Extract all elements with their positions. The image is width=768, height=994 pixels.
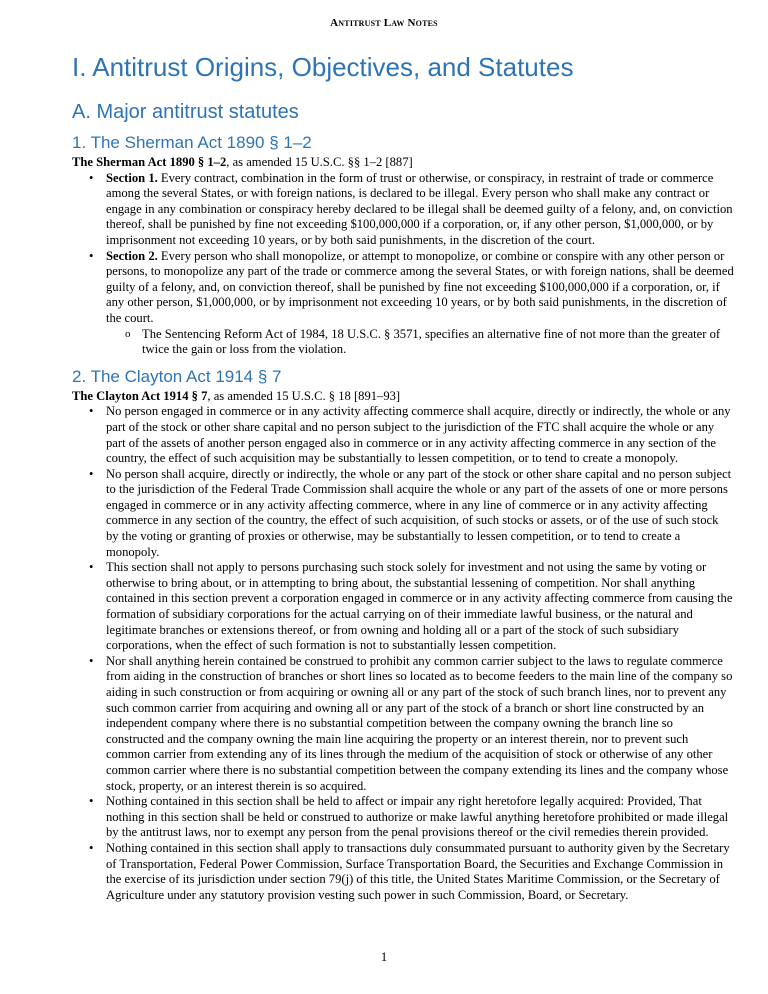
sub-list (106, 327, 734, 358)
item-label: Section 2. (106, 248, 158, 263)
list-item: • No person engaged in commerce or in any activity affecting commerce shall acquire, directly or indirectly, the whole or any part of the stock or other share capital and no person subject to the jurisdiction of the FTC shall acquire the whole or any part of the assets of another person engaged also in commerce or in any activity affecting commerce in any section of the country, the effect of such acquisition may be substantially to lessen competition, or to tend to create a monopoly. (106, 404, 734, 466)
section-title: A. Major antitrust statutes (72, 101, 299, 123)
clayton-lead (72, 389, 734, 405)
list-item (106, 249, 734, 358)
clayton-lead-rest: , as amended 15 U.S.C. § 18 [891–93] (207, 388, 401, 403)
clayton-lead-bold: The Clayton Act 1914 § 7 (72, 388, 208, 403)
sherman-lead (72, 155, 734, 171)
running-header: Antitrust Law Notes (330, 17, 438, 29)
item-text: Every person who shall monopolize, or attempt to monopolize, or combine or conspire with any other person or persons, to monopolize any part of the trade or commerce among the several States, or with foreign nations, shall be deemed guilty of a felony, and, on conviction thereof, shall be punished by fine not exceeding $100,000,000 if a corporation, or, if any other person, $1,000,000, or by imprisonment not exceeding 10 years, or by both said punishments, in the discretion of the court. (106, 248, 734, 325)
list-item: • This section shall not apply to persons purchasing such stock solely for investment and not using the same by voting or otherwise to bring about, or in attempting to bring about, the substantial lessening of competition. Nor shall anything contained in this section prevent a corporation engaged in commerce or in any activity affecting commerce from causing the formation of subsidiary corporations for the actual carrying on of their immediate lawful business, or the natural and legitimate branches or extensions thereof, or from owning and holding all or a part of the stock of such subsidiary corporations, when the effect of such formation is not to substantially lessen competition. (106, 560, 734, 654)
item-text: Every contract, combination in the form of trust or otherwise, or conspiracy, in restraint of trade or commerce among the several States, or with foreign nations, is declared to be illegal. Every person who shall make any contract or engage in any combination or conspiracy hereby declared to be illegal shall be deemed guilty of a felony, and, on conviction thereof, shall be punished by fine not exceeding $100,000,000 if a corporation, or, if any other person, $1,000,000, or by imprisonment not exceeding 10 years, or by both said punishments, in the discretion of the court. (106, 170, 733, 247)
document-body (72, 50, 734, 903)
list-item: • No person shall acquire, directly or indirectly, the whole or any part of the stock or other share capital and no person subject to the jurisdiction of the Federal Trade Commission shall acquire the whole or any part of the assets of one or more persons engaged in commerce or in any activity affecting commerce, where in any line of commerce or in any activity affecting commerce in any section of the country, the effect of such acquisition, of such stocks or assets, or of the use of such stock by the voting or granting of proxies or otherwise, may be substantially to lessen competition, or to tend to create a monopoly. (106, 467, 734, 561)
sherman-list (72, 171, 734, 358)
page-number: 1 (380, 950, 388, 964)
chapter-title: I. Antitrust Origins, Objectives, and Statutes (72, 52, 574, 82)
list-item: • Nothing contained in this section shall apply to transactions duly consummated pursuant to authority given by the Secretary of Transportation, Federal Power Commission, Surface Transportation Board, the Securities and Exchange Commission in the exercise of its jurisdiction under section 79(j) of this title, the United States Maritime Commission, or the Secretary of Agriculture under any statutory provision vesting such power in such Commission, Board, or Secretary. (106, 841, 734, 903)
clayton-list (72, 404, 734, 903)
clayton-heading: 2. The Clayton Act 1914 § 7 (72, 366, 282, 386)
list-item: • Nothing contained in this section shall be held to affect or impair any right heretofore legally acquired: Provided, That nothing in this section shall be held or construed to authorize or make lawful anything heretofore prohibited or made illegal by the antitrust laws, nor to exempt any person from the penal provisions thereof or the civil remedies therein provided. (106, 794, 734, 841)
sub-list-item: o The Sentencing Reform Act of 1984, 18 U.S.C. § 3571, specifies an alternative fine of not more than the greater of twice the gain or loss from the violation. (142, 327, 734, 358)
list-item (106, 171, 734, 249)
sherman-lead-rest: , as amended 15 U.S.C. §§ 1–2 [887] (226, 155, 413, 169)
item-label: Section 1. (106, 170, 158, 185)
sherman-lead-bold: The Sherman Act 1890 § 1–2 (72, 155, 227, 169)
sherman-heading: 1. The Sherman Act 1890 § 1–2 (72, 133, 312, 152)
list-item: • Nor shall anything herein contained be construed to prohibit any common carrier subject to the laws to regulate commerce from aiding in the construction of branches or short lines so located as to become feeders to the main line of the company so aiding in such construction or from acquiring or owning all or any part of the stock of such branch lines, nor to prevent any such common carrier from acquiring and owning all or any part of the stock of a branch or short line constructed by an independent company where there is no substantial competition between the company owning the branch line so constructed and the company owning the main line acquiring the property or an interest therein, nor to prevent such common carrier from extending any of its lines through the medium of the acquisition of stock or otherwise of any other common carrier where there is no substantial competition between the company extending its lines and the company whose stock, property, or an interest therein is so acquired. (106, 654, 734, 794)
